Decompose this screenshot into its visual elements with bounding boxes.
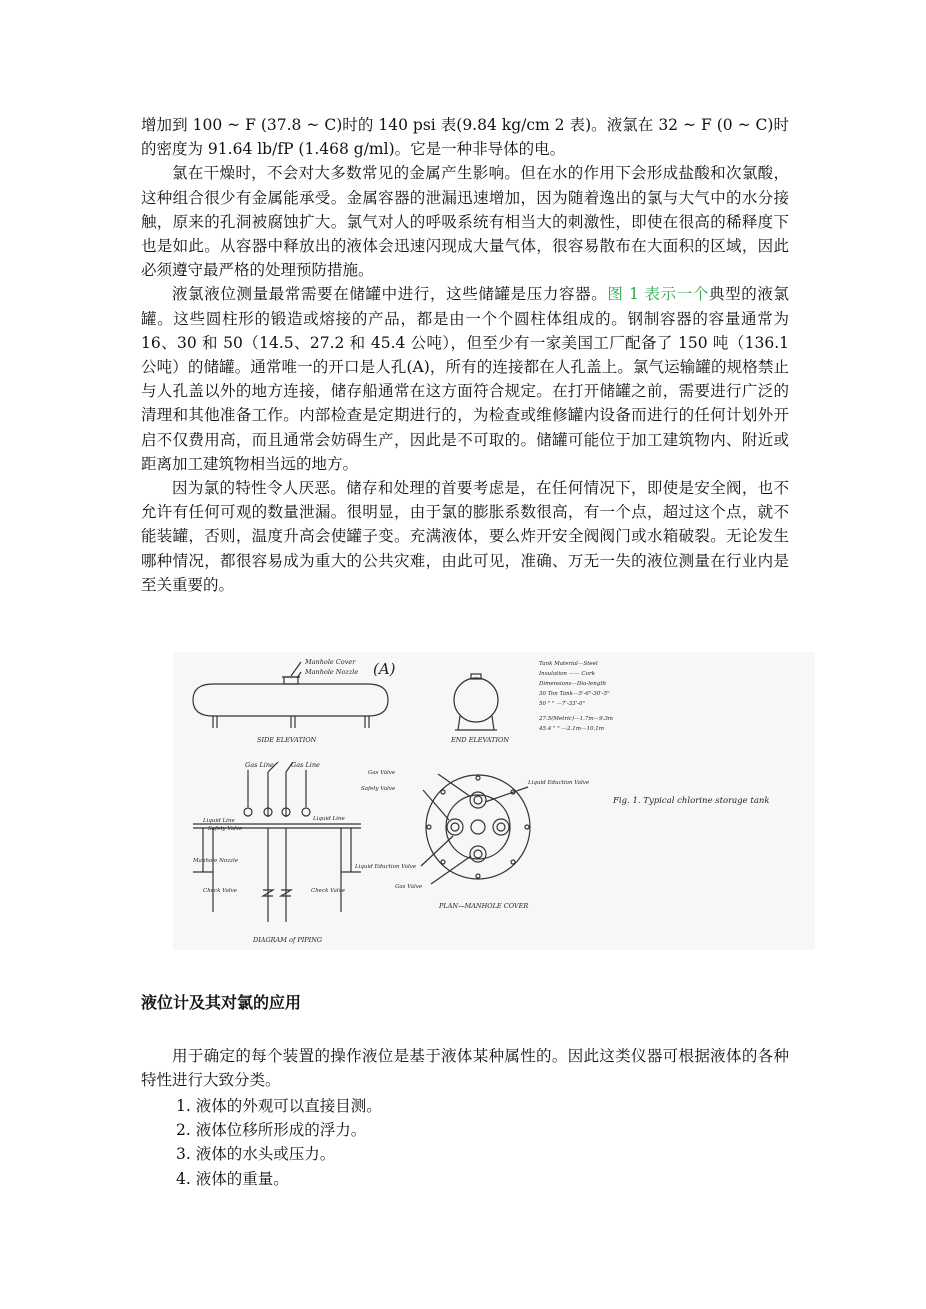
- section-intro: 用于确定的每个装置的操作液位是基于液体某种属性的。因此这类仪器可根据液体的各种特性进行大致分类。: [141, 1047, 789, 1090]
- label-safety-valve-left: Safety Valve: [208, 826, 243, 832]
- spec-line-3: Dimensions—Dia-length: [539, 681, 607, 687]
- label-plan-manhole-cover: PLAN—MANHOLE COVER: [439, 902, 529, 910]
- label-a-marker: (A): [373, 660, 396, 678]
- spec-line-4: 30 Ton Tank—5'-6"-30'-5": [539, 691, 610, 697]
- label-liquid-eduction-valve-left: Liquid Eduction Valve: [355, 864, 417, 870]
- figure-1-reference-link[interactable]: 图 1 表示一个: [607, 285, 709, 304]
- list-item: 3. 液体的水头或压力。: [176, 1145, 336, 1164]
- side-elevation-tank: [193, 684, 388, 716]
- list-item: 4. 液体的重量。: [176, 1169, 289, 1188]
- spec-line-5: 50 " " —7'-33'-0": [539, 701, 586, 707]
- body-text-top: [141, 113, 789, 597]
- label-manhole-cover: Manhole Cover: [305, 658, 356, 666]
- property-list: [176, 1094, 382, 1191]
- label-liquid-line-right: Liquid Line: [313, 816, 345, 822]
- spec-line-2: Insulation —— Cork: [539, 671, 595, 677]
- list-item: 1. 液体的外观可以直接目测。: [176, 1097, 382, 1115]
- paragraph-storage-tanks-start: 液氯液位测量最常需要在储罐中进行，这些储罐是压力容器。: [172, 285, 608, 304]
- end-elevation-tank: [454, 678, 498, 722]
- figure-drawing: [173, 652, 815, 950]
- list-item: 2. 液体位移所形成的浮力。: [176, 1121, 367, 1140]
- label-gas-valve-top: Gas Valve: [368, 770, 396, 776]
- label-safety-valve-plan: Safety Valve: [361, 786, 396, 792]
- label-liquid-line-left: Liquid Line: [203, 818, 235, 824]
- paragraph-pressure-density: 增加到 100 ~ F (37.8 ~ C)时的 140 psi 表(9.84 kg/cm 2 表)。液氯在 32 ~ F (0 ~ C)时的密度为 91.64 lb/fP (1.468 g/ml)。它是一种非导体的电。: [141, 116, 789, 159]
- figure-caption: Fig. 1. Typical chlorine storage tank: [613, 796, 770, 806]
- label-manhole-nozzle-piping: Manhole Nozzle: [193, 858, 239, 864]
- manhole-nozzle-shape: [284, 677, 298, 684]
- label-diagram-of-piping: DIAGRAM of PIPING: [253, 936, 323, 944]
- label-end-elevation: END ELEVATION: [451, 736, 510, 744]
- label-gas-line-right: Gas Line: [291, 761, 320, 769]
- paragraph-safety: 因为氯的特性令人厌恶。储存和处理的首要考虑是，在任何情况下，即使是安全阀，也不允许有任何可观的数量泄漏。很明显，由于氯的膨胀系数很高，有一个点，超过这个点，就不能装罐，否则，温度升高会使罐子变。充满液体，要么炸开安全阀阀门或水箱破裂。无论发生哪种情况，都很容易成为重大的公共灾难，由此可见，准确、万无一失的液位测量在行业内是至关重要的。: [141, 479, 789, 594]
- label-side-elevation: SIDE ELEVATION: [257, 736, 317, 744]
- label-check-valve-left: Check Valve: [203, 888, 238, 894]
- spec-line-1: Tank Material—Steel: [539, 661, 598, 667]
- spec-line-7: 45.4 " " —2.1m—10.1m: [539, 726, 604, 732]
- label-liquid-eduction-valve-right: Liquid Eduction Valve: [528, 780, 590, 786]
- paragraph-storage-tanks-rest: 典型的液氯罐。这些圆柱形的锻造或熔接的产品，都是由一个个圆柱体组成的。钢制容器的容量通常为 16、30 和 50（14.5、27.2 和 45.4 公吨），但至少有一家美国工厂配备了 150 吨（136.1 公吨）的储罐。通常唯一的开口是人孔(A)，所有的连接都在人孔盖上。氯气运输罐的规格禁止与人孔盖以外的地方连接，储存船通常在这方面符合规定。在打开储罐之前，需要进行广泛的清理和其他准备工作。内部检查是定期进行的，为检查或维修罐内设备而进行的任何计划外开启不仅费用高，而且通常会妨碍生产，因此是不可取的。储罐可能位于加工建筑物内、附近或距离加工建筑物相当远的地方。: [141, 285, 789, 473]
- paragraph-storage-tanks: [141, 282, 789, 476]
- paragraph-corrosion: 氯在干燥时，不会对大多数常见的金属产生影响。但在水的作用下会形成盐酸和次氯酸，这种组合很少有金属能承受。金属容器的泄漏迅速增加，因为随着逸出的氯与大气中的水分接触，原来的孔洞被腐蚀扩大。氯气对人的呼吸系统有相当大的刺激性，即使在很高的稀释度下也是如此。从容器中释放出的液体会迅速闪现成大量气体，很容易散布在大面积的区域，因此必须遵守最严格的处理预防措施。: [141, 164, 789, 280]
- label-gas-line-left: Gas Line: [245, 761, 274, 769]
- label-check-valve-right: Check Valve: [311, 888, 346, 894]
- section-heading: 液位计及其对氯的应用: [141, 993, 302, 1012]
- label-manhole-nozzle: Manhole Nozzle: [305, 668, 359, 676]
- figure-chlorine-tank: [173, 652, 815, 950]
- spec-line-6: 27.5(Metric)—1.7m—9.3m: [539, 716, 614, 722]
- label-gas-valve-bottom: Gas Valve: [395, 884, 423, 890]
